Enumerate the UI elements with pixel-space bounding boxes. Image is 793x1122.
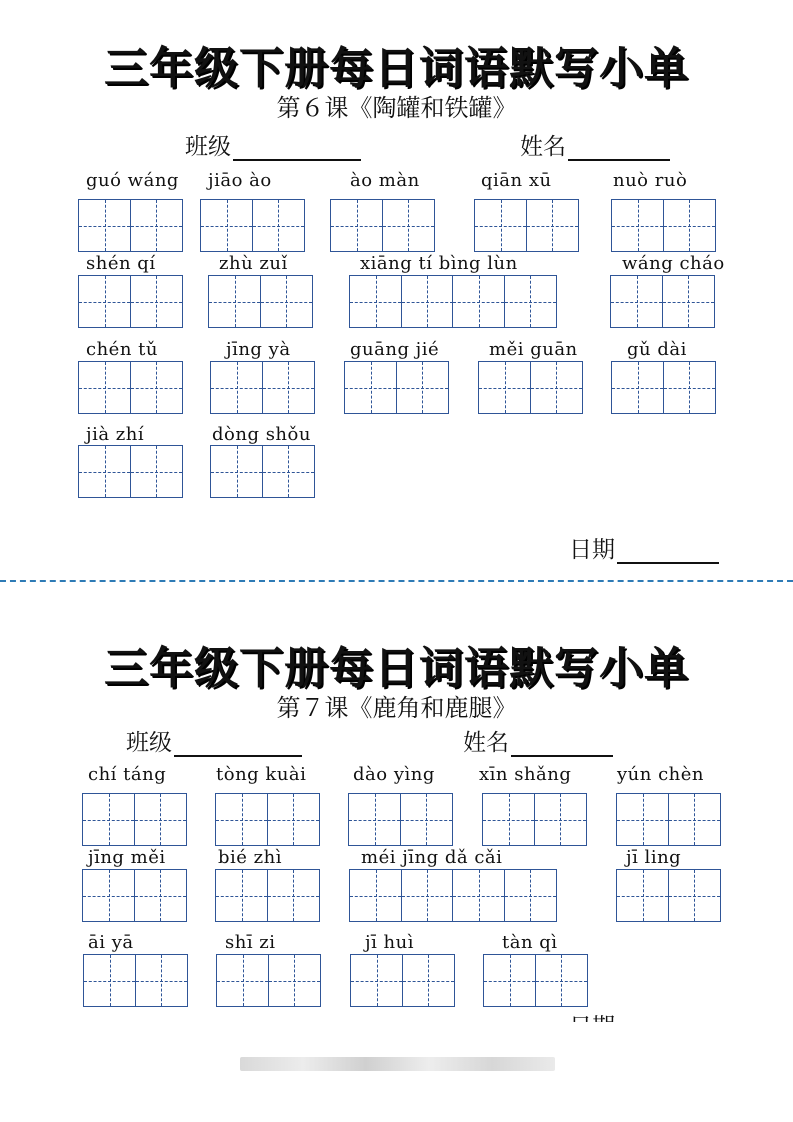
sheet2-pinyin-5: yún chèn <box>617 764 704 785</box>
sheet2-pinyin-13: tàn qì <box>502 932 558 953</box>
char-box[interactable] <box>530 361 583 414</box>
char-box[interactable] <box>82 869 135 922</box>
char-box[interactable] <box>83 954 136 1007</box>
sheet1-word-7-boxes[interactable] <box>208 275 311 328</box>
char-box[interactable] <box>535 954 588 1007</box>
sheet2-name-blank[interactable] <box>511 729 613 757</box>
sheet1-pinyin-14: gǔ dài <box>627 339 687 360</box>
sheet1-pinyin-12: guāng jié <box>350 339 440 360</box>
char-box[interactable] <box>210 361 263 414</box>
char-box[interactable] <box>135 954 188 1007</box>
char-box[interactable] <box>483 954 536 1007</box>
char-box[interactable] <box>268 954 321 1007</box>
sheet2-word-10-boxes[interactable] <box>83 954 186 1007</box>
char-box[interactable] <box>252 199 305 252</box>
char-box[interactable] <box>526 199 579 252</box>
sheet1-pinyin-2: jiāo ào <box>208 170 272 191</box>
sheet1-name-field <box>520 128 670 161</box>
sheet2-name-field <box>463 724 613 757</box>
page-cutoff <box>0 1022 793 1122</box>
char-box[interactable] <box>478 361 531 414</box>
char-box[interactable] <box>504 869 557 922</box>
char-box[interactable] <box>401 275 454 328</box>
sheet2-pinyin-12: jī huì <box>365 932 415 953</box>
char-box[interactable] <box>663 199 716 252</box>
sheet1-date-field <box>569 531 719 564</box>
sheet2-word-2-boxes[interactable] <box>215 793 318 846</box>
sheet2-pinyin-4: xīn shǎng <box>479 764 572 785</box>
sheet1-word-13-boxes[interactable] <box>478 361 581 414</box>
char-box[interactable] <box>400 793 453 846</box>
sheet2-word-6-boxes[interactable] <box>82 869 185 922</box>
sheet2-word-1-boxes[interactable] <box>82 793 185 846</box>
char-box[interactable] <box>267 793 320 846</box>
sheet2-title: 三年级下册每日词语默写小单 <box>104 643 689 694</box>
sheet2-word-9-boxes[interactable] <box>616 869 719 922</box>
sheet1-pinyin-10: chén tǔ <box>86 339 158 360</box>
sheet2-class-label: 班级 <box>126 730 172 756</box>
sheet1-word-2-boxes[interactable] <box>200 199 303 252</box>
char-box[interactable] <box>262 445 315 498</box>
char-box[interactable] <box>348 793 401 846</box>
sheet2-pinyin-1: chí táng <box>88 764 167 785</box>
char-box[interactable] <box>210 445 263 498</box>
sheet2-class-blank[interactable] <box>174 729 302 757</box>
char-box[interactable] <box>78 199 131 252</box>
sheet1-pinyin-5: nuò ruò <box>613 170 688 191</box>
char-box[interactable] <box>611 361 664 414</box>
sheet1-date-label: 日期 <box>569 537 615 563</box>
sheet1-class-label: 班级 <box>185 134 231 160</box>
sheet1-name-label: 姓名 <box>520 134 566 160</box>
sheet2-word-12-boxes[interactable] <box>350 954 453 1007</box>
char-box[interactable] <box>82 793 135 846</box>
char-box[interactable] <box>452 275 505 328</box>
char-box[interactable] <box>130 275 183 328</box>
sheet1-pinyin-13: měi guān <box>489 339 578 360</box>
sheet2-word-5-boxes[interactable] <box>616 793 719 846</box>
char-box[interactable] <box>200 199 253 252</box>
sheet1-date-blank[interactable] <box>617 536 719 564</box>
char-box[interactable] <box>616 793 669 846</box>
char-box[interactable] <box>474 199 527 252</box>
sheet1-class-blank[interactable] <box>233 133 361 161</box>
sheet2-name-label: 姓名 <box>463 730 509 756</box>
sheet1-word-5-boxes[interactable] <box>611 199 714 252</box>
blurred-watermark <box>240 1057 555 1071</box>
sheet2-word-3-boxes[interactable] <box>348 793 451 846</box>
sheet1-word-15-boxes[interactable] <box>78 445 181 498</box>
sheet1-title: 三年级下册每日词语默写小单 <box>104 43 689 94</box>
sheet2-pinyin-7: bié zhì <box>218 847 282 868</box>
sheet1-pinyin-9: wáng cháo <box>622 253 725 274</box>
sheet1-name-blank[interactable] <box>568 133 670 161</box>
sheet1-word-12-boxes[interactable] <box>344 361 447 414</box>
char-box[interactable] <box>134 869 187 922</box>
sheet1-word-10-boxes[interactable] <box>78 361 181 414</box>
char-box[interactable] <box>663 361 716 414</box>
sheet1-pinyin-16: dòng shǒu <box>212 424 311 445</box>
char-box[interactable] <box>616 869 669 922</box>
char-box[interactable] <box>662 275 715 328</box>
char-box[interactable] <box>482 793 535 846</box>
char-box[interactable] <box>401 869 454 922</box>
sheet1-pinyin-7: zhù zuǐ <box>219 253 288 274</box>
char-box[interactable] <box>267 869 320 922</box>
char-box[interactable] <box>610 275 663 328</box>
char-box[interactable] <box>668 869 721 922</box>
sheet1-pinyin-1: guó wáng <box>86 170 179 191</box>
sheet2-pinyin-2: tòng kuài <box>216 764 307 785</box>
sheet1-word-4-boxes[interactable] <box>474 199 577 252</box>
sheet1-class-field <box>185 128 361 161</box>
char-box[interactable] <box>349 275 402 328</box>
char-box[interactable] <box>208 275 261 328</box>
sheet1-word-11-boxes[interactable] <box>210 361 313 414</box>
char-box[interactable] <box>216 954 269 1007</box>
sheet1-subtitle: 第６课《陶罐和铁罐》 <box>276 94 517 122</box>
char-box[interactable] <box>611 199 664 252</box>
char-box[interactable] <box>130 199 183 252</box>
char-box[interactable] <box>668 793 721 846</box>
sheet1-pinyin-3: ào màn <box>350 170 420 191</box>
char-box[interactable] <box>130 361 183 414</box>
sheet1-word-6-boxes[interactable] <box>78 275 181 328</box>
char-box[interactable] <box>262 361 315 414</box>
sheet2-word-11-boxes[interactable] <box>216 954 319 1007</box>
char-box[interactable] <box>350 954 403 1007</box>
char-box[interactable] <box>402 954 455 1007</box>
char-box[interactable] <box>78 445 131 498</box>
sheet2-pinyin-8: méi jīng dǎ cǎi <box>361 847 503 868</box>
sheet2-word-13-boxes[interactable] <box>483 954 586 1007</box>
char-box[interactable] <box>344 361 397 414</box>
char-box[interactable] <box>330 199 383 252</box>
sheet1-word-1-boxes[interactable] <box>78 199 181 252</box>
cut-line-divider <box>0 580 793 582</box>
char-box[interactable] <box>349 869 402 922</box>
char-box[interactable] <box>260 275 313 328</box>
char-box[interactable] <box>504 275 557 328</box>
sheet1-word-8-boxes[interactable] <box>349 275 555 328</box>
char-box[interactable] <box>130 445 183 498</box>
sheet2-class-field <box>126 724 302 757</box>
sheet1-word-16-boxes[interactable] <box>210 445 313 498</box>
sheet1-pinyin-4: qiān xū <box>481 170 552 191</box>
sheet2-pinyin-9: jī ling <box>626 847 682 868</box>
char-box[interactable] <box>215 869 268 922</box>
sheet2-word-7-boxes[interactable] <box>215 869 318 922</box>
char-box[interactable] <box>534 793 587 846</box>
sheet2-pinyin-11: shī zi <box>225 932 276 953</box>
sheet1-pinyin-6: shén qí <box>86 253 156 274</box>
char-box[interactable] <box>382 199 435 252</box>
sheet2-word-4-boxes[interactable] <box>482 793 585 846</box>
char-box[interactable] <box>452 869 505 922</box>
sheet1-word-3-boxes[interactable] <box>330 199 433 252</box>
sheet1-pinyin-15: jià zhí <box>86 424 145 445</box>
sheet1-word-14-boxes[interactable] <box>611 361 714 414</box>
char-box[interactable] <box>78 275 131 328</box>
char-box[interactable] <box>78 361 131 414</box>
sheet2-word-8-boxes[interactable] <box>349 869 555 922</box>
sheet1-pinyin-11: jīng yà <box>226 339 291 360</box>
sheet2-pinyin-3: dào yìng <box>353 764 435 785</box>
sheet2-pinyin-6: jīng měi <box>88 847 166 868</box>
char-box[interactable] <box>215 793 268 846</box>
sheet2-pinyin-10: āi yā <box>88 932 134 953</box>
sheet1-word-9-boxes[interactable] <box>610 275 713 328</box>
sheet2-subtitle: 第７课《鹿角和鹿腿》 <box>276 694 517 722</box>
char-box[interactable] <box>134 793 187 846</box>
sheet1-pinyin-8: xiāng tí bìng lùn <box>360 253 518 274</box>
char-box[interactable] <box>396 361 449 414</box>
